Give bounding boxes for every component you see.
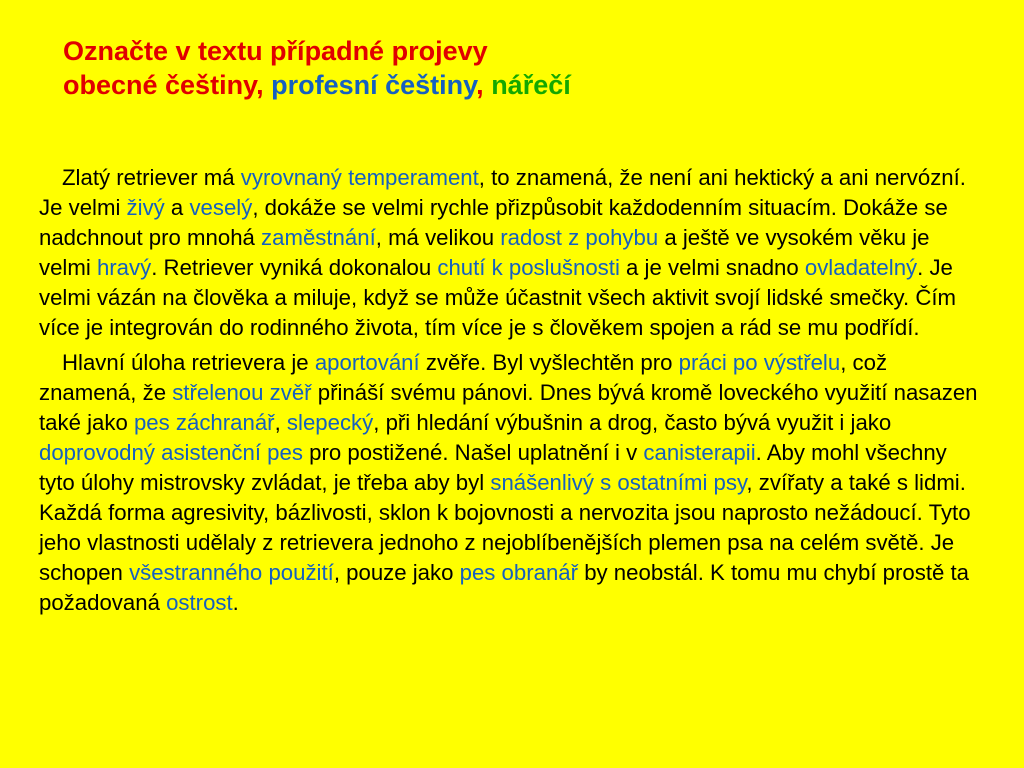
text-segment: , dokáže se velmi rychle přizpůsobit každodenním situacím. Dokáže se nadchnout pro mnohá	[39, 195, 948, 250]
title-line-1: Označte v textu případné projevy	[63, 36, 488, 66]
highlighted-term: pes obranář	[459, 560, 579, 585]
highlighted-term: živý	[126, 195, 165, 220]
highlighted-term: všestranného použití	[129, 560, 334, 585]
text-segment: by neobstál. K tomu mu chybí prostě ta požadovaná	[39, 560, 969, 615]
highlighted-term: doprovodný asistenční pes	[39, 440, 303, 465]
text-segment: , pouze jako	[333, 560, 460, 585]
slide-title	[63, 34, 963, 102]
text-segment: a	[164, 195, 190, 220]
text-segment: . Je velmi vázán na člověka a miluje, když se může účastnit všech aktivit svojí lidské smečky. Čím více je integrován do rodinného života, tím více je s člověkem spojen a rád se mu podřídí.	[39, 255, 956, 340]
text-segment: . Retriever vyniká dokonalou	[151, 255, 438, 280]
highlighted-term: práci po výstřelu	[678, 350, 841, 375]
text-segment: Zlatý retriever má	[62, 165, 241, 190]
paragraph-2	[39, 348, 979, 618]
text-segment: zvěře. Byl vyšlechtěn pro	[419, 350, 679, 375]
text-segment: a ještě ve vysokém věku je velmi	[39, 225, 930, 280]
highlighted-term: veselý	[189, 195, 253, 220]
title-comma: ,	[476, 70, 484, 100]
highlighted-term: slepecký	[286, 410, 374, 435]
text-segment: , má velikou	[375, 225, 501, 250]
highlighted-term: vyrovnaný temperament	[240, 165, 479, 190]
highlighted-term: aportování	[314, 350, 420, 375]
title-obecna-cestina: obecné češtiny,	[63, 70, 264, 100]
highlighted-term: hravý	[96, 255, 152, 280]
text-segment: ,	[274, 410, 287, 435]
text-segment: pro postižené. Našel uplatnění i v	[302, 440, 644, 465]
highlighted-term: ovladatelný	[804, 255, 918, 280]
text-segment: , při hledání výbušnin a drog, často bývá využit i jako	[373, 410, 892, 435]
highlighted-term: chutí k poslušnosti	[437, 255, 620, 280]
paragraph-1	[39, 163, 979, 343]
title-profesni-cestina: profesní češtiny	[271, 70, 477, 100]
highlighted-term: canisterapii	[643, 440, 756, 465]
highlighted-term: ostrost	[166, 590, 233, 615]
text-segment: přináší svému pánovi. Dnes bývá kromě loveckého využití nasazen také jako	[39, 380, 978, 435]
text-segment: . Aby mohl všechny tyto úlohy mistrovsky zvládat, je třeba aby byl	[39, 440, 947, 495]
highlighted-term: snášenlivý s ostatními psy	[490, 470, 747, 495]
highlighted-term: zaměstnání	[261, 225, 376, 250]
text-segment: a je velmi snadno	[619, 255, 805, 280]
text-segment: , což znamená, že	[39, 350, 888, 405]
body-text	[39, 163, 979, 623]
highlighted-term: pes záchranář	[133, 410, 275, 435]
text-segment: , zvířaty a také s lidmi. Každá forma agresivity, bázlivosti, sklon k bojovnosti a nervozita jsou naprosto nežádoucí. Tyto jeho vlastnosti udělaly z retrievera jednoho z nejoblíbenějších plemen psa na celém světě. Je schopen	[39, 470, 971, 585]
text-segment: Hlavní úloha retrievera je	[62, 350, 315, 375]
text-segment: , to znamená, že není ani hektický a ani nervózní. Je velmi	[39, 165, 966, 220]
text-segment: .	[232, 590, 239, 615]
highlighted-term: střelenou zvěř	[172, 380, 312, 405]
title-nareci: nářečí	[491, 70, 571, 100]
highlighted-term: radost z pohybu	[500, 225, 659, 250]
title-line-2	[63, 68, 963, 102]
